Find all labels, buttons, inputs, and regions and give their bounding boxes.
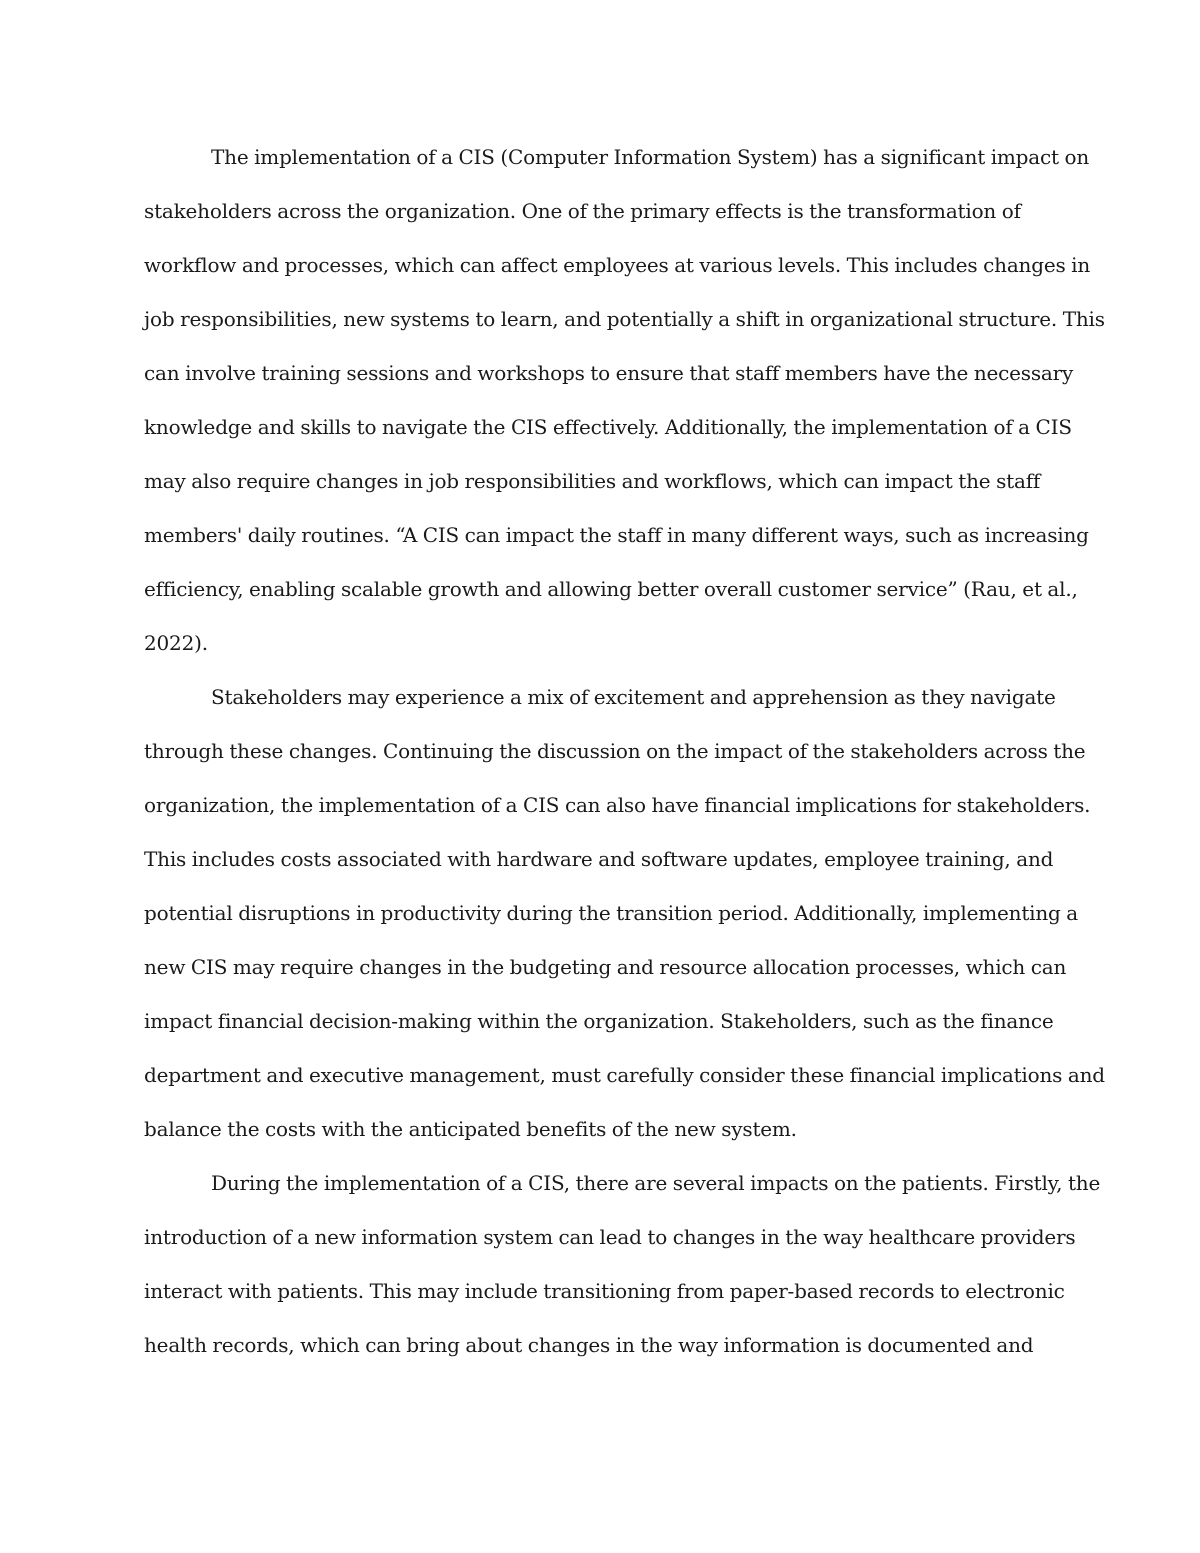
text-line: workflow and processes, which can affect employees at various levels. This includes changes in: [144, 253, 1091, 277]
paragraph-patient-impact: [144, 1156, 1101, 1372]
text-line: interact with patients. This may include transitioning from paper-based records to electronic: [144, 1279, 1065, 1303]
text-line: impact financial decision-making within the organization. Stakeholders, such as the finance: [144, 1009, 1054, 1033]
text-line: department and executive management, must carefully consider these financial implications and: [144, 1063, 1105, 1087]
text-line: introduction of a new information system can lead to changes in the way healthcare providers: [144, 1225, 1076, 1249]
document-body: [144, 130, 1105, 1372]
text-line: efficiency, enabling scalable growth and allowing better overall customer service” (Rau, et al.,: [144, 577, 1078, 601]
text-line: knowledge and skills to navigate the CIS effectively. Additionally, the implementation of a CIS: [144, 415, 1072, 439]
text-line: Stakeholders may experience a mix of excitement and apprehension as they navigate: [211, 685, 1056, 709]
text-line: through these changes. Continuing the discussion on the impact of the stakeholders across the: [144, 739, 1086, 763]
text-line: potential disruptions in productivity during the transition period. Additionally, implementing a: [144, 901, 1079, 925]
text-line: can involve training sessions and workshops to ensure that staff members have the necessary: [144, 361, 1074, 385]
text-line: The implementation of a CIS (Computer Information System) has a significant impact on: [211, 145, 1089, 169]
text-line: This includes costs associated with hardware and software updates, employee training, and: [144, 847, 1054, 871]
text-line: stakeholders across the organization. One of the primary effects is the transformation of: [144, 199, 1021, 223]
text-line: job responsibilities, new systems to learn, and potentially a shift in organizational structure. This: [144, 307, 1105, 331]
text-line: may also require changes in job responsibilities and workflows, which can impact the staff: [144, 469, 1041, 493]
text-line: health records, which can bring about changes in the way information is documented and: [144, 1333, 1034, 1357]
text-line: new CIS may require changes in the budgeting and resource allocation processes, which can: [144, 955, 1067, 979]
paragraph-financial-implications: [144, 670, 1105, 1156]
text-line: members' daily routines. “A CIS can impact the staff in many different ways, such as increasing: [144, 523, 1089, 547]
text-line: balance the costs with the anticipated benefits of the new system.: [144, 1117, 797, 1141]
text-line: During the implementation of a CIS, there are several impacts on the patients. Firstly, the: [211, 1171, 1101, 1195]
paragraph-stakeholder-impact: [144, 130, 1105, 670]
text-line: organization, the implementation of a CIS can also have financial implications for stakeholders.: [144, 793, 1091, 817]
text-line: 2022).: [144, 631, 208, 655]
